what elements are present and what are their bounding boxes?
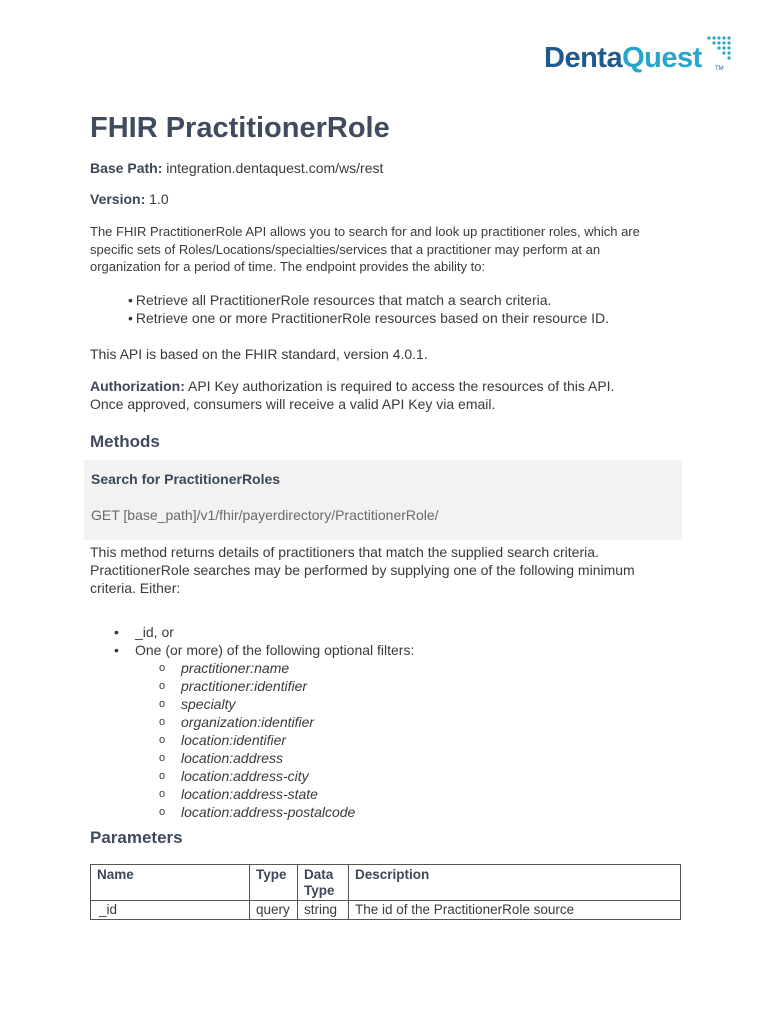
cell-type: query xyxy=(250,901,298,920)
filter-item: o practitioner:name xyxy=(159,660,290,676)
filter-item: o location:address-city xyxy=(159,768,309,784)
list-item: • Retrieve one or more PractitionerRole resources based on their resource ID. xyxy=(128,309,609,327)
table-header-row xyxy=(91,865,681,901)
filter-item: o location:address-postalcode xyxy=(159,804,356,820)
intro-paragraph: The FHIR PractitionerRole API allows you to search for and look up practitioner roles, which are specific sets of Roles/Locations/specialties/services that a practitioner may perform at an organization for a period of time. The endpoint provides the ability to: xyxy=(90,224,640,274)
standard-note: This API is based on the FHIR standard, version 4.0.1. xyxy=(90,346,428,362)
version-value: 1.0 xyxy=(149,191,169,207)
col-header-type: Type xyxy=(250,865,298,901)
method-box xyxy=(84,460,682,540)
dentaquest-logo xyxy=(544,36,734,78)
table-row xyxy=(91,901,681,920)
logo-trademark: TM xyxy=(715,66,724,72)
filter-item: o location:address-state xyxy=(159,786,318,802)
filter-item: o specialty xyxy=(159,696,236,712)
cell-name: _id xyxy=(91,901,250,920)
col-header-data-type: Data Type xyxy=(298,865,349,901)
logo-dots-icon xyxy=(707,36,733,62)
logo-wordmark: DentaQuest xyxy=(544,42,702,74)
abilities-list xyxy=(128,291,609,327)
list-item: • _id, or xyxy=(114,624,174,640)
page-title: FHIR PractitionerRole xyxy=(90,112,390,144)
criteria-list xyxy=(90,623,414,821)
parameters-table xyxy=(90,864,681,920)
method-description: This method returns details of practitioners that match the supplied search criteria. PractitionerRole searches may be performed by supplying one of the following minimum criteria. Either: xyxy=(90,544,635,596)
list-item: • Retrieve all PractitionerRole resources that match a search criteria. xyxy=(128,291,609,309)
base-path: Base Path: integration.dentaquest.com/ws/rest xyxy=(90,160,384,176)
filter-item: o organization:identifier xyxy=(159,714,315,730)
cell-data-type: string xyxy=(298,901,349,920)
filters-list xyxy=(135,659,414,821)
authorization-note: Authorization: API Key authorization is required to access the resources of this API. Once approved, consumers will receive a valid API Key via email. xyxy=(90,378,615,412)
filter-item: o location:address xyxy=(159,750,283,766)
filter-item: o practitioner:identifier xyxy=(159,678,308,694)
parameters-heading: Parameters xyxy=(90,828,183,847)
method-title: Search for PractitionerRoles xyxy=(91,471,281,487)
col-header-description: Description xyxy=(349,865,681,901)
list-item: • One (or more) of the following optional filters: o practitioner:name o practitioner:identifier o specialty o organization:identifier o location:identifier o location:address o location:address-city o location:address-state o location:address-postalcode xyxy=(114,642,415,820)
col-header-name: Name xyxy=(91,865,250,901)
version: Version: 1.0 xyxy=(90,191,169,207)
cell-description: The id of the PractitionerRole source xyxy=(349,901,681,920)
methods-heading: Methods xyxy=(90,432,160,451)
filter-item: o location:identifier xyxy=(159,732,287,748)
method-endpoint: GET [base_path]/v1/fhir/payerdirectory/PractitionerRole/ xyxy=(91,507,439,523)
base-path-value: integration.dentaquest.com/ws/rest xyxy=(166,160,384,176)
